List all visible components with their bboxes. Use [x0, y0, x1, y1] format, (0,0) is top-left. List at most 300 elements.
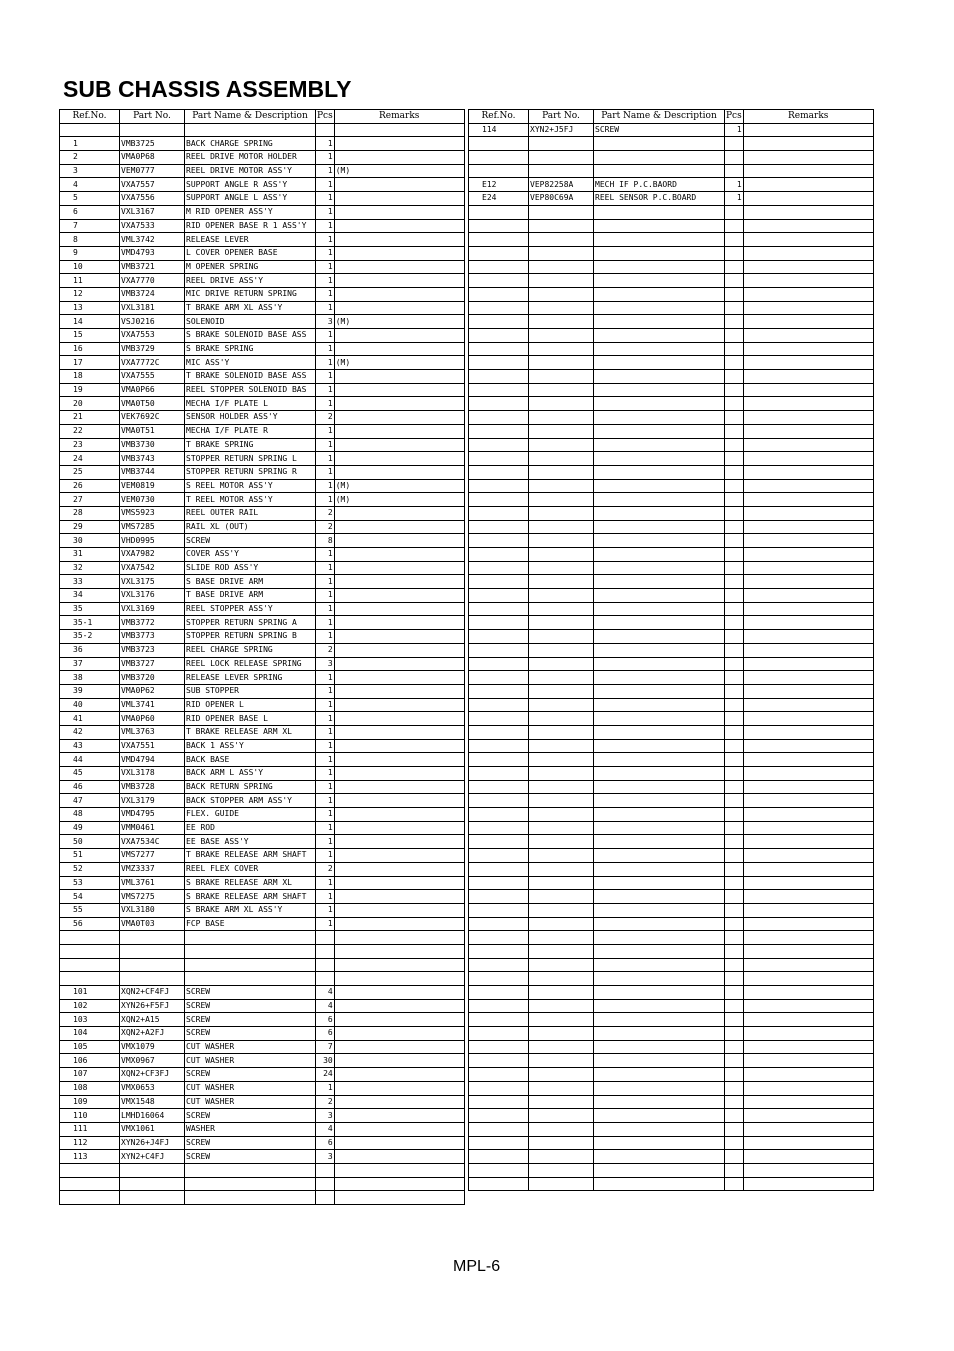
- table-row: [469, 643, 874, 657]
- cell-part: LMHD16064: [120, 1109, 185, 1123]
- table-row: [469, 219, 874, 233]
- cell-pcs: 1: [316, 780, 335, 794]
- cell-desc: [594, 753, 725, 767]
- table-row: [469, 999, 874, 1013]
- cell-desc: [185, 123, 316, 137]
- cell-part: VMB3721: [120, 260, 185, 274]
- cell-ref: 34: [60, 589, 120, 603]
- cell-desc: [594, 219, 725, 233]
- cell-ref: [60, 972, 120, 986]
- cell-pcs: [725, 233, 744, 247]
- cell-pcs: 1: [316, 698, 335, 712]
- table-row: [469, 233, 874, 247]
- cell-part: VEM0777: [120, 164, 185, 178]
- cell-part: XQN2+A2FJ: [120, 1027, 185, 1041]
- cell-part: VMS5923: [120, 506, 185, 520]
- table-row: [60, 465, 465, 479]
- cell-remarks: [334, 643, 464, 657]
- table-row: [469, 575, 874, 589]
- cell-part: [529, 575, 594, 589]
- cell-part: VXA7533: [120, 219, 185, 233]
- cell-part: VXL3180: [120, 903, 185, 917]
- cell-remarks: (M): [334, 493, 464, 507]
- cell-ref: 2: [60, 151, 120, 165]
- cell-pcs: 1: [316, 260, 335, 274]
- cell-part: VMB3744: [120, 465, 185, 479]
- cell-desc: [594, 1177, 725, 1191]
- cell-remarks: (M): [334, 356, 464, 370]
- cell-ref: [469, 944, 529, 958]
- cell-pcs: 1: [316, 465, 335, 479]
- cell-pcs: [725, 931, 744, 945]
- cell-pcs: 1: [316, 342, 335, 356]
- cell-pcs: 3: [316, 657, 335, 671]
- header-ref: Ref.No.: [60, 110, 120, 124]
- cell-remarks: [334, 986, 464, 1000]
- parts-table-left: [59, 109, 465, 1205]
- cell-part: VMX1548: [120, 1095, 185, 1109]
- cell-desc: RID OPENER L: [185, 698, 316, 712]
- cell-desc: [594, 315, 725, 329]
- table-row: [469, 465, 874, 479]
- cell-remarks: [743, 698, 873, 712]
- cell-desc: [594, 1068, 725, 1082]
- cell-ref: [60, 1191, 120, 1205]
- cell-ref: [469, 301, 529, 315]
- cell-part: [529, 643, 594, 657]
- cell-pcs: [316, 958, 335, 972]
- cell-part: [529, 999, 594, 1013]
- cell-desc: T BRAKE SPRING: [185, 438, 316, 452]
- cell-desc: [594, 397, 725, 411]
- cell-remarks: [334, 780, 464, 794]
- cell-part: [120, 1191, 185, 1205]
- page-number: MPL-6: [453, 1258, 501, 1275]
- table-row: [60, 219, 465, 233]
- cell-desc: [594, 849, 725, 863]
- table-row: [469, 411, 874, 425]
- table-row: [60, 411, 465, 425]
- cell-ref: 48: [60, 808, 120, 822]
- cell-remarks: (M): [334, 164, 464, 178]
- cell-part: XQN2+CF4FJ: [120, 986, 185, 1000]
- cell-ref: 53: [60, 876, 120, 890]
- cell-pcs: 1: [316, 246, 335, 260]
- cell-pcs: 2: [316, 520, 335, 534]
- cell-remarks: [334, 397, 464, 411]
- cell-remarks: [743, 944, 873, 958]
- cell-pcs: 1: [316, 438, 335, 452]
- cell-desc: [594, 1150, 725, 1164]
- cell-ref: 35: [60, 602, 120, 616]
- cell-part: [120, 931, 185, 945]
- table-row: [469, 903, 874, 917]
- cell-part: [120, 958, 185, 972]
- cell-pcs: 1: [316, 274, 335, 288]
- cell-pcs: 1: [316, 671, 335, 685]
- cell-part: VML3763: [120, 725, 185, 739]
- cell-part: VXL3181: [120, 301, 185, 315]
- cell-pcs: [725, 424, 744, 438]
- cell-remarks: [743, 1027, 873, 1041]
- cell-pcs: 1: [316, 219, 335, 233]
- cell-part: VXA7555: [120, 370, 185, 384]
- cell-ref: [469, 972, 529, 986]
- cell-pcs: 1: [316, 589, 335, 603]
- cell-pcs: 2: [316, 1095, 335, 1109]
- cell-remarks: [334, 849, 464, 863]
- table-row: [469, 1136, 874, 1150]
- cell-ref: [469, 520, 529, 534]
- cell-part: [529, 561, 594, 575]
- table-row: [60, 958, 465, 972]
- table-row: [469, 301, 874, 315]
- cell-ref: 14: [60, 315, 120, 329]
- cell-desc: [594, 1122, 725, 1136]
- cell-desc: SCREW: [185, 1150, 316, 1164]
- cell-ref: 29: [60, 520, 120, 534]
- cell-remarks: [334, 219, 464, 233]
- cell-part: VXL3167: [120, 205, 185, 219]
- cell-part: VMA0T50: [120, 397, 185, 411]
- cell-pcs: 1: [316, 205, 335, 219]
- cell-pcs: [725, 876, 744, 890]
- cell-ref: 36: [60, 643, 120, 657]
- table-row: [469, 1040, 874, 1054]
- cell-pcs: [725, 835, 744, 849]
- header-row: [469, 110, 874, 124]
- cell-remarks: [334, 260, 464, 274]
- cell-pcs: [725, 630, 744, 644]
- cell-desc: [594, 342, 725, 356]
- cell-desc: [594, 287, 725, 301]
- table-row: [60, 753, 465, 767]
- cell-part: [529, 767, 594, 781]
- cell-part: [529, 274, 594, 288]
- cell-part: VMB3727: [120, 657, 185, 671]
- cell-desc: BACK ARM L ASS'Y: [185, 767, 316, 781]
- cell-ref: [469, 1095, 529, 1109]
- table-row: [60, 356, 465, 370]
- cell-remarks: [334, 274, 464, 288]
- cell-ref: [469, 561, 529, 575]
- table-row: [60, 1081, 465, 1095]
- cell-remarks: [334, 438, 464, 452]
- cell-part: [529, 1163, 594, 1177]
- cell-ref: 4: [60, 178, 120, 192]
- table-row: [469, 821, 874, 835]
- cell-remarks: [743, 260, 873, 274]
- cell-remarks: [334, 123, 464, 137]
- cell-ref: [469, 1081, 529, 1095]
- cell-pcs: [725, 260, 744, 274]
- cell-desc: REEL SENSOR P.C.BOARD: [594, 192, 725, 206]
- cell-desc: [594, 561, 725, 575]
- cell-desc: [594, 411, 725, 425]
- cell-part: [529, 452, 594, 466]
- cell-pcs: [725, 493, 744, 507]
- table-row: [469, 630, 874, 644]
- cell-pcs: 6: [316, 1136, 335, 1150]
- cell-ref: 103: [60, 1013, 120, 1027]
- cell-part: [529, 1013, 594, 1027]
- cell-pcs: 1: [316, 917, 335, 931]
- cell-pcs: 3: [316, 315, 335, 329]
- cell-pcs: [725, 438, 744, 452]
- cell-remarks: [334, 137, 464, 151]
- cell-part: [529, 917, 594, 931]
- table-row: [60, 479, 465, 493]
- header-remarks: Remarks: [743, 110, 873, 124]
- table-row: [60, 698, 465, 712]
- cell-ref: [469, 233, 529, 247]
- table-row: [469, 192, 874, 206]
- cell-ref: 35-2: [60, 630, 120, 644]
- table-row: [60, 506, 465, 520]
- cell-remarks: [334, 329, 464, 343]
- table-row: [469, 287, 874, 301]
- cell-part: VMA0T51: [120, 424, 185, 438]
- cell-remarks: [743, 246, 873, 260]
- cell-pcs: [725, 411, 744, 425]
- cell-desc: [185, 972, 316, 986]
- cell-desc: [594, 1136, 725, 1150]
- cell-desc: [594, 630, 725, 644]
- cell-desc: SCREW: [185, 999, 316, 1013]
- cell-part: [529, 1054, 594, 1068]
- cell-ref: 20: [60, 397, 120, 411]
- cell-pcs: [725, 246, 744, 260]
- cell-part: [529, 1027, 594, 1041]
- cell-ref: [469, 671, 529, 685]
- cell-part: VMB3720: [120, 671, 185, 685]
- cell-desc: [594, 506, 725, 520]
- table-row: [469, 370, 874, 384]
- cell-ref: 13: [60, 301, 120, 315]
- cell-remarks: [334, 1122, 464, 1136]
- cell-pcs: [725, 301, 744, 315]
- cell-ref: 106: [60, 1054, 120, 1068]
- cell-remarks: [743, 671, 873, 685]
- cell-pcs: 1: [725, 178, 744, 192]
- cell-part: VXL3179: [120, 794, 185, 808]
- cell-remarks: [334, 151, 464, 165]
- table-row: [60, 1068, 465, 1082]
- table-row: [60, 630, 465, 644]
- cell-desc: S BASE DRIVE ARM: [185, 575, 316, 589]
- table-row: [60, 301, 465, 315]
- cell-desc: [594, 274, 725, 288]
- table-row: [469, 274, 874, 288]
- table-row: [60, 1122, 465, 1136]
- cell-desc: [185, 1191, 316, 1205]
- cell-remarks: [334, 548, 464, 562]
- cell-remarks: [743, 575, 873, 589]
- cell-part: [529, 876, 594, 890]
- cell-remarks: [334, 1109, 464, 1123]
- cell-remarks: [334, 671, 464, 685]
- cell-ref: [469, 794, 529, 808]
- cell-desc: SCREW: [185, 1136, 316, 1150]
- cell-part: VMB3743: [120, 452, 185, 466]
- cell-desc: [594, 137, 725, 151]
- table-row: [469, 657, 874, 671]
- cell-pcs: [316, 1191, 335, 1205]
- cell-pcs: 1: [725, 192, 744, 206]
- cell-pcs: 6: [316, 1027, 335, 1041]
- cell-desc: [594, 479, 725, 493]
- cell-ref: 25: [60, 465, 120, 479]
- cell-desc: BACK STOPPER ARM ASS'Y: [185, 794, 316, 808]
- cell-ref: 104: [60, 1027, 120, 1041]
- cell-ref: [60, 944, 120, 958]
- cell-part: [529, 1136, 594, 1150]
- cell-pcs: 7: [316, 1040, 335, 1054]
- table-row: [469, 493, 874, 507]
- cell-part: [529, 506, 594, 520]
- cell-remarks: [334, 616, 464, 630]
- cell-ref: 50: [60, 835, 120, 849]
- cell-remarks: [334, 725, 464, 739]
- cell-ref: [469, 1122, 529, 1136]
- cell-part: VXL3176: [120, 589, 185, 603]
- cell-desc: [594, 643, 725, 657]
- table-row: [60, 780, 465, 794]
- cell-part: VMD4795: [120, 808, 185, 822]
- cell-pcs: [725, 958, 744, 972]
- table-row: [60, 383, 465, 397]
- cell-remarks: [743, 561, 873, 575]
- cell-part: [529, 151, 594, 165]
- cell-desc: [594, 808, 725, 822]
- cell-pcs: [725, 890, 744, 904]
- table-row: [60, 137, 465, 151]
- table-row: [60, 260, 465, 274]
- cell-remarks: [743, 876, 873, 890]
- cell-remarks: (M): [334, 479, 464, 493]
- cell-pcs: 1: [316, 192, 335, 206]
- cell-part: VMB3728: [120, 780, 185, 794]
- cell-part: [529, 890, 594, 904]
- cell-part: [529, 602, 594, 616]
- cell-remarks: [743, 274, 873, 288]
- cell-ref: [469, 137, 529, 151]
- cell-ref: 110: [60, 1109, 120, 1123]
- cell-part: [529, 260, 594, 274]
- cell-remarks: [334, 890, 464, 904]
- cell-ref: [469, 835, 529, 849]
- cell-pcs: [725, 534, 744, 548]
- table-row: [60, 287, 465, 301]
- cell-pcs: 1: [316, 424, 335, 438]
- cell-desc: FCP BASE: [185, 917, 316, 931]
- cell-pcs: 1: [316, 287, 335, 301]
- cell-desc: EE ROD: [185, 821, 316, 835]
- cell-desc: L COVER OPENER BASE: [185, 246, 316, 260]
- cell-ref: [469, 1054, 529, 1068]
- cell-desc: BACK RETURN SPRING: [185, 780, 316, 794]
- cell-pcs: 1: [316, 137, 335, 151]
- cell-part: VMM0461: [120, 821, 185, 835]
- cell-part: [529, 698, 594, 712]
- table-row: [60, 1136, 465, 1150]
- table-row: [469, 506, 874, 520]
- cell-remarks: [743, 164, 873, 178]
- cell-pcs: 2: [316, 411, 335, 425]
- table-row: [469, 671, 874, 685]
- cell-ref: 38: [60, 671, 120, 685]
- cell-pcs: 3: [316, 1150, 335, 1164]
- table-row: [469, 835, 874, 849]
- cell-part: [529, 808, 594, 822]
- cell-remarks: [743, 890, 873, 904]
- cell-pcs: 1: [316, 151, 335, 165]
- cell-ref: 6: [60, 205, 120, 219]
- cell-remarks: [334, 1040, 464, 1054]
- cell-desc: SCREW: [185, 1013, 316, 1027]
- cell-pcs: 1: [316, 493, 335, 507]
- table-row: [60, 123, 465, 137]
- cell-desc: RELEASE LEVER: [185, 233, 316, 247]
- table-row: [60, 1095, 465, 1109]
- cell-ref: 107: [60, 1068, 120, 1082]
- cell-remarks: [334, 383, 464, 397]
- table-row: [469, 561, 874, 575]
- cell-part: VXA7557: [120, 178, 185, 192]
- cell-pcs: [725, 287, 744, 301]
- cell-remarks: [743, 370, 873, 384]
- cell-pcs: [725, 657, 744, 671]
- cell-desc: STOPPER RETURN SPRING L: [185, 452, 316, 466]
- cell-remarks: [743, 657, 873, 671]
- cell-ref: [469, 999, 529, 1013]
- cell-pcs: [725, 944, 744, 958]
- cell-desc: [594, 972, 725, 986]
- cell-pcs: 1: [316, 178, 335, 192]
- table-row: [60, 821, 465, 835]
- cell-desc: SUPPORT ANGLE R ASS'Y: [185, 178, 316, 192]
- cell-desc: SCREW: [185, 1109, 316, 1123]
- cell-ref: [469, 164, 529, 178]
- cell-desc: [594, 602, 725, 616]
- cell-part: VMX0653: [120, 1081, 185, 1095]
- cell-pcs: [725, 999, 744, 1013]
- cell-part: VXL3169: [120, 602, 185, 616]
- cell-pcs: [725, 808, 744, 822]
- cell-desc: [594, 424, 725, 438]
- cell-part: VMB3772: [120, 616, 185, 630]
- cell-part: VMB3724: [120, 287, 185, 301]
- cell-pcs: [316, 931, 335, 945]
- cell-desc: S BRAKE ARM XL ASS'Y: [185, 903, 316, 917]
- table-row: [469, 890, 874, 904]
- cell-ref: [469, 589, 529, 603]
- table-row: [469, 1122, 874, 1136]
- cell-part: VMX1079: [120, 1040, 185, 1054]
- cell-pcs: [725, 575, 744, 589]
- header-desc: Part Name & Description: [594, 110, 725, 124]
- table-row: [469, 151, 874, 165]
- cell-remarks: [743, 616, 873, 630]
- cell-desc: [594, 698, 725, 712]
- cell-desc: STOPPER RETURN SPRING R: [185, 465, 316, 479]
- cell-remarks: [334, 1013, 464, 1027]
- cell-remarks: [743, 1054, 873, 1068]
- cell-desc: REEL OUTER RAIL: [185, 506, 316, 520]
- cell-desc: [594, 301, 725, 315]
- cell-remarks: [743, 1109, 873, 1123]
- cell-part: [529, 903, 594, 917]
